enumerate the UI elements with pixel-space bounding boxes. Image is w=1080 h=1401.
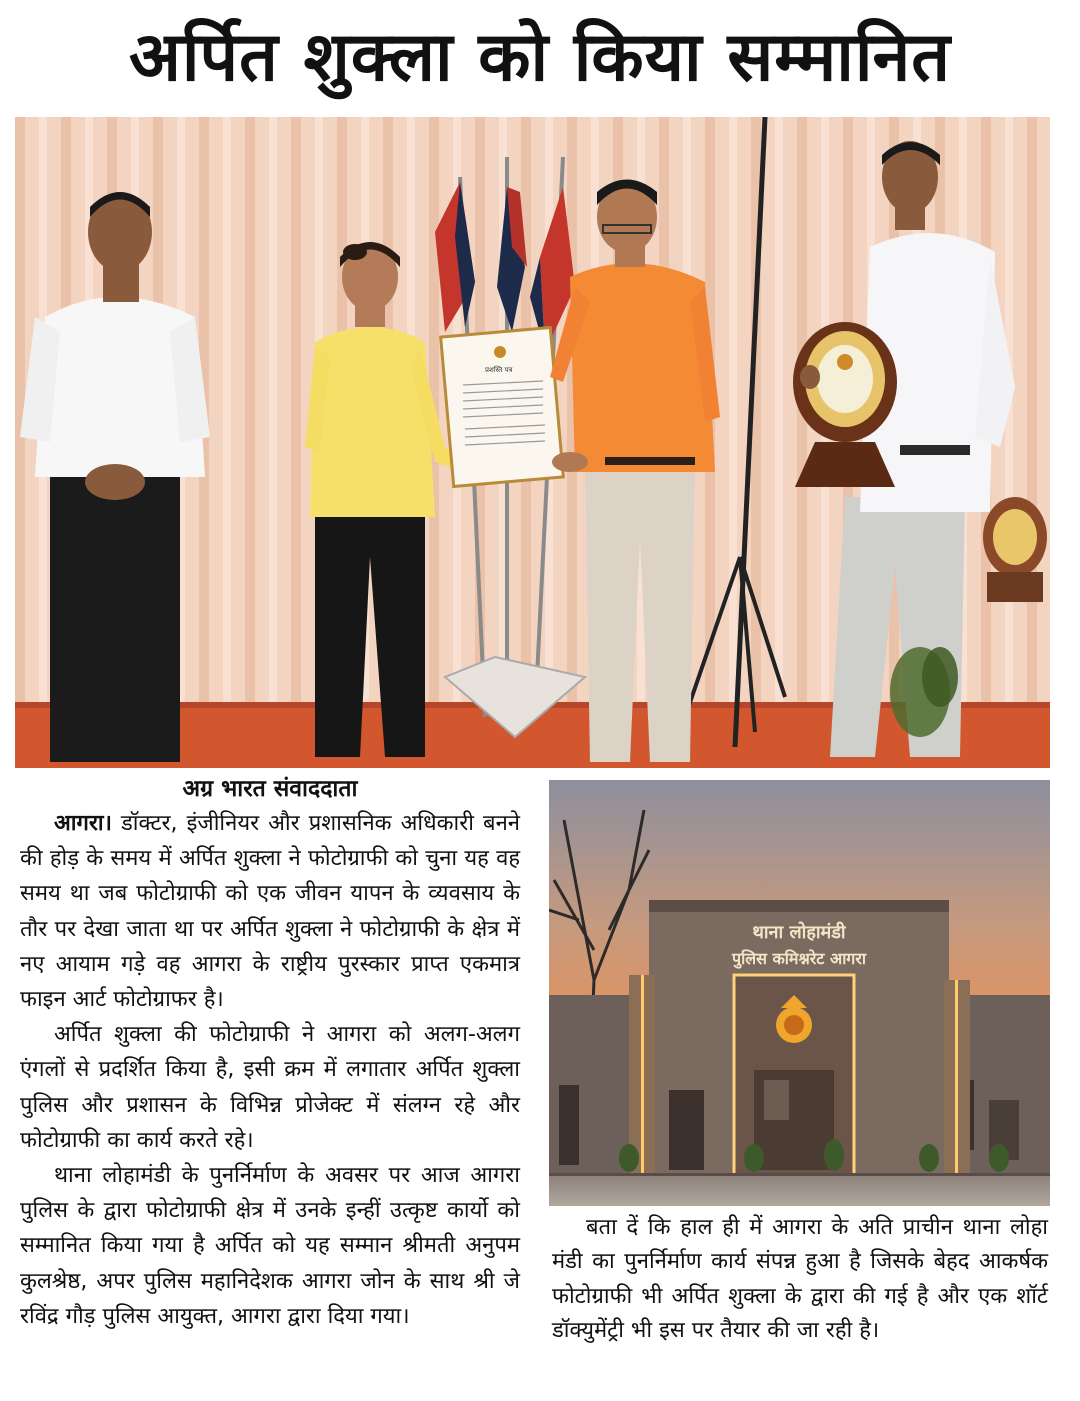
police-station-illustration [549,780,1050,1206]
paragraph-2: अर्पित शुक्ला की फोटोग्राफी ने आगरा को अलग-अलग एंगलों से प्रदर्शित किया है, इसी क्रम में लगातार अर्पित शुक्ला पुलिस और प्रशासन के विभिन्न प्रोजेक्ट में संलग्न रहे और फोटोग्राफी का कार्य करते रहे। [20,1022,520,1153]
article-right-column [552,1211,1048,1349]
article-left-column [20,772,520,1334]
dateline: आगरा। [54,811,112,836]
award-ceremony-illustration [15,117,1050,768]
station-sign-line1: थाना लोहामंडी [752,922,846,943]
award-ceremony-photo [15,117,1050,768]
trophy [793,322,897,487]
paragraph-3: थाना लोहामंडी के पुनर्निर्माण के अवसर पर आज आगरा पुलिस के द्वारा फोटोग्राफी क्षेत्र में उनके इन्हीं उत्कृष्ट कार्यो को सम्मानित किया गया है अर्पित को यह सम्मान श्रीमती अनुपम कुलश्रेष्ठ, अपर पुलिस महानिदेशक आगरा जोन के साथ श्री जे रविंद्र गौड़ पुलिस आयुक्त, आगरा द्वारा दिया गया। [20,1163,520,1329]
paragraph-4: बता दें कि हाल ही में आगरा के अति प्राचीन थाना लोहा मंडी का पुनर्निर्माण कार्य संपन्न हुआ है जिसके बेहद आकर्षक फोटोग्राफी भी अर्पित शुक्ला के द्वारा की गई है और एक शॉर्ट डॉक्युमेंट्री भी इस पर तैयार की जा रही है। [552,1215,1048,1344]
police-station-photo [549,780,1050,1206]
headline: अर्पित शुक्ला को किया सम्मानित [128,18,952,97]
station-sign-line2: पुलिस कमिश्नरेट आगरा [731,949,867,968]
paragraph-1 [20,806,520,1017]
paragraph-1-text: डॉक्टर, इंजीनियर और प्रशासनिक अधिकारी बनने की होड़ के समय में अर्पित शुक्ला ने फोटोग्राफी को चुना यह वह समय था जब फोटोग्राफी को एक जीवन यापन के व्यवसाय के तौर पर देखा जाता था पर अर्पित शुक्ला ने फोटोग्राफी के क्षेत्र में नए आयाम गड़े वह आगरा के राष्ट्रीय पुरस्कार प्राप्त एकमात्र फाइन आर्ट फोटोग्राफर है। [20,811,520,1013]
certificate [441,327,564,486]
certificate-title: प्रशस्ति पत्र [485,366,513,374]
byline: अग्र भारत संवाददाता [182,776,358,802]
